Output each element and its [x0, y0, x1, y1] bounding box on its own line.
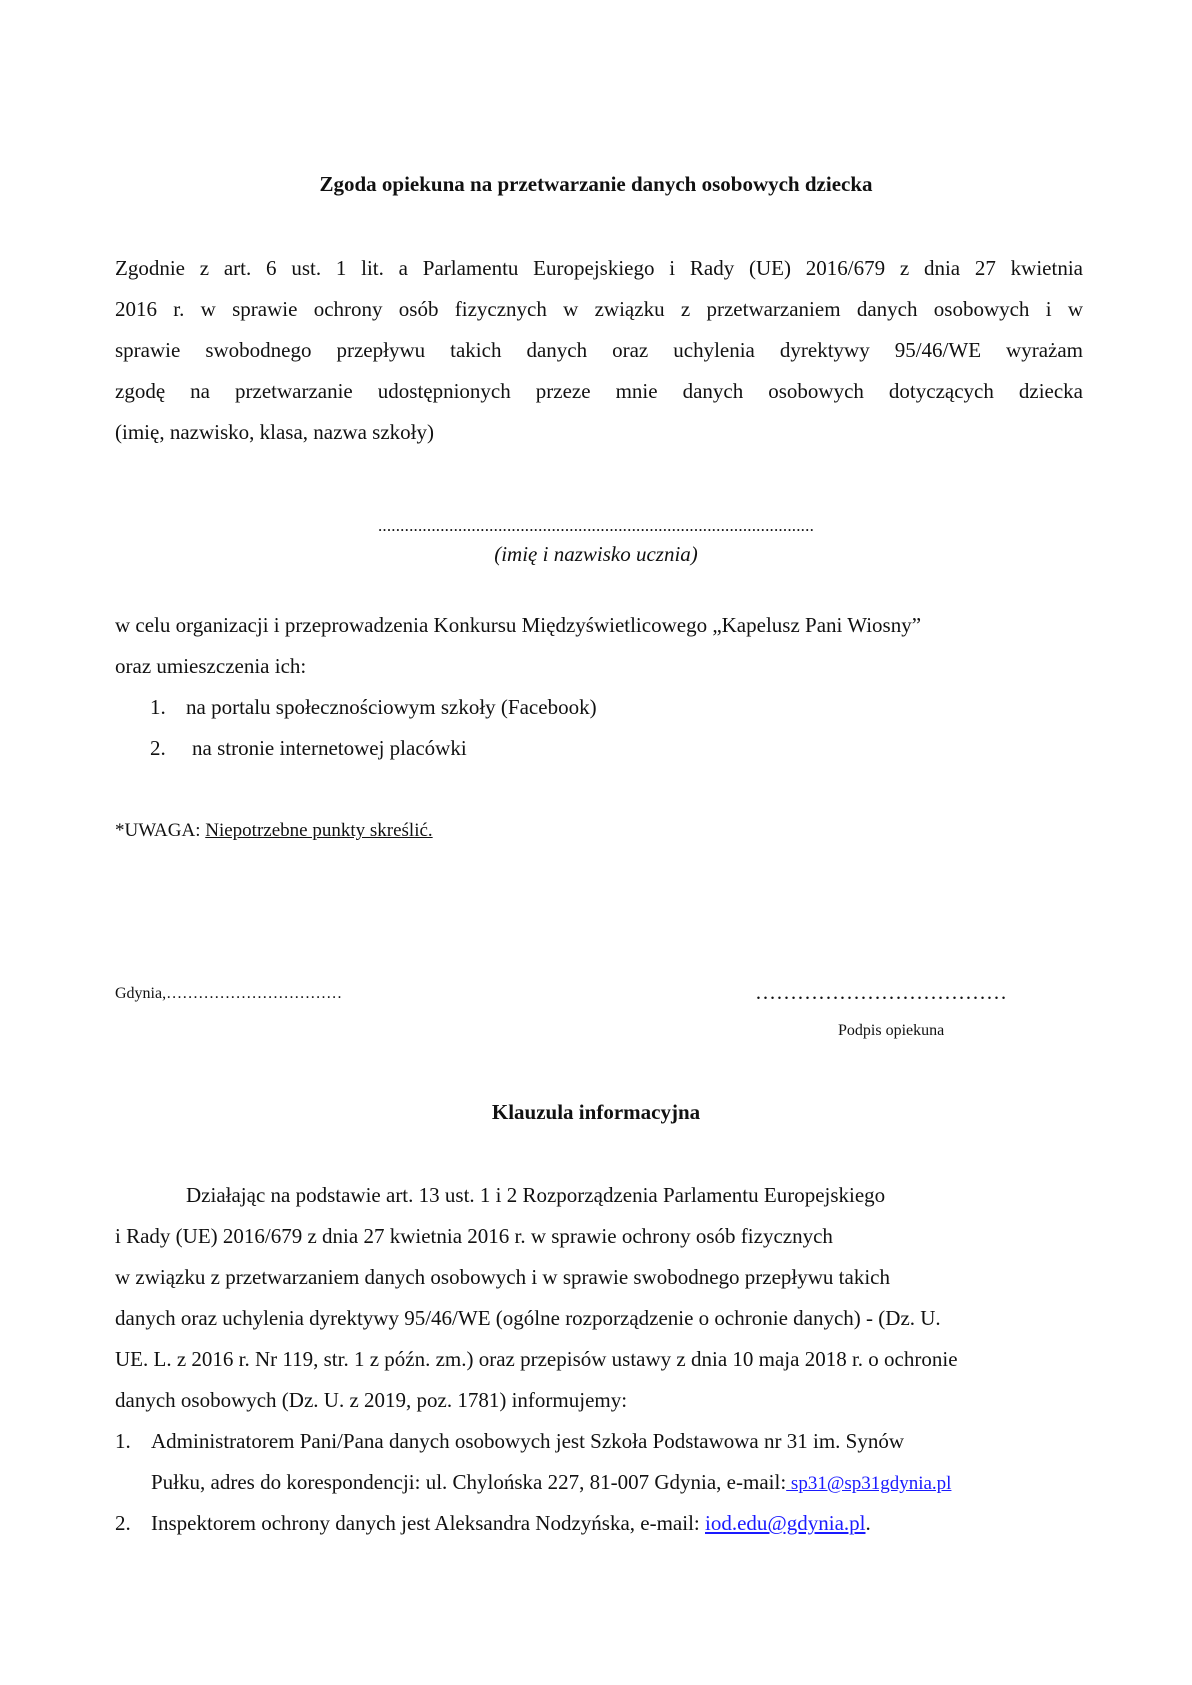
option-number: 1.: [150, 695, 166, 719]
place-date-field[interactable]: Gdynia,……………………………: [115, 985, 343, 1002]
clause-item-address: [151, 1470, 951, 1495]
student-name-field[interactable]: ..................................................................................................: [377, 516, 815, 535]
option-website: na stronie internetowej placówki: [192, 736, 467, 760]
clause-item-number: 1.: [115, 1429, 131, 1453]
option-number: 2.: [150, 736, 166, 760]
iod-email-link[interactable]: iod.edu@gdynia.pl: [705, 1511, 866, 1535]
clause-paragraph-line: w związku z przetwarzaniem danych osobowych i w sprawie swobodnego przepływu takich: [115, 1265, 890, 1289]
address-text: Pułku, adres do korespondencji: ul. Chylońska 227, 81-007 Gdynia, e-mail:: [151, 1470, 787, 1494]
option-facebook: na portalu społecznościowym szkoły (Facebook): [186, 695, 597, 719]
clause-paragraph-line: danych oraz uchylenia dyrektywy 95/46/WE (ogólne rozporządzenie o ochronie danych) - (Dz. U.: [115, 1306, 941, 1330]
clause-paragraph-line: Działając na podstawie art. 13 ust. 1 i 2 Rozporządzenia Parlamentu Europejskiego: [186, 1183, 886, 1207]
note: [115, 820, 433, 842]
note-text: Niepotrzebne punkty skreślić.: [205, 820, 433, 841]
purpose-line: w celu organizacji i przeprowadzenia Konkursu Międzyświetlicowego „Kapelusz Pani Wiosny”: [115, 613, 922, 637]
clause-paragraph-line: i Rady (UE) 2016/679 z dnia 27 kwietnia 2016 r. w sprawie ochrony osób fizycznych: [115, 1224, 833, 1248]
consent-paragraph-line: sprawie swobodnego przepływu takich danych oraz uchylenia dyrektywy 95/46/WE wyrażam: [115, 338, 1083, 362]
clause-item-number: 2.: [115, 1511, 131, 1535]
consent-paragraph-line: zgodę na przetwarzanie udostępnionych przeze mnie danych osobowych dotyczących dziecka: [115, 379, 1083, 403]
student-name-caption: (imię i nazwisko ucznia): [494, 542, 698, 566]
clause-title: Klauzula informacyjna: [491, 1100, 701, 1124]
purpose-line: oraz umieszczenia ich:: [115, 654, 307, 678]
inspector-text: Inspektorem ochrony danych jest Aleksandra Nodzyńska, e-mail:: [151, 1511, 706, 1535]
consent-paragraph-line: Zgodnie z art. 6 ust. 1 lit. a Parlamentu Europejskiego i Rady (UE) 2016/679 z dnia 27 kwietnia: [115, 256, 1083, 280]
consent-title: Zgoda opiekuna na przetwarzanie danych osobowych dziecka: [319, 172, 873, 196]
clause-paragraph-line: danych osobowych (Dz. U. z 2019, poz. 1781) informujemy:: [115, 1388, 628, 1412]
inspector-suffix: .: [865, 1511, 871, 1535]
clause-item-administrator: Administratorem Pani/Pana danych osobowych jest Szkoła Podstawowa nr 31 im. Synów: [151, 1429, 904, 1453]
consent-paragraph-line: (imię, nazwisko, klasa, nazwa szkoły): [115, 420, 434, 444]
signature-caption: Podpis opiekuna: [838, 1022, 945, 1039]
school-email-link[interactable]: sp31@sp31gdynia.pl: [786, 1473, 952, 1494]
clause-paragraph-line: UE. L. z 2016 r. Nr 119, str. 1 z późn. zm.) oraz przepisów ustawy z dnia 10 maja 2018 r. o ochronie: [115, 1347, 958, 1371]
note-prefix: *UWAGA:: [115, 820, 206, 841]
consent-paragraph-line: 2016 r. w sprawie ochrony osób fizycznych w związku z przetwarzaniem danych osobowych i w: [115, 297, 1083, 321]
clause-item-inspector: [151, 1511, 871, 1536]
signature-field[interactable]: ………………………………: [755, 980, 1007, 1004]
